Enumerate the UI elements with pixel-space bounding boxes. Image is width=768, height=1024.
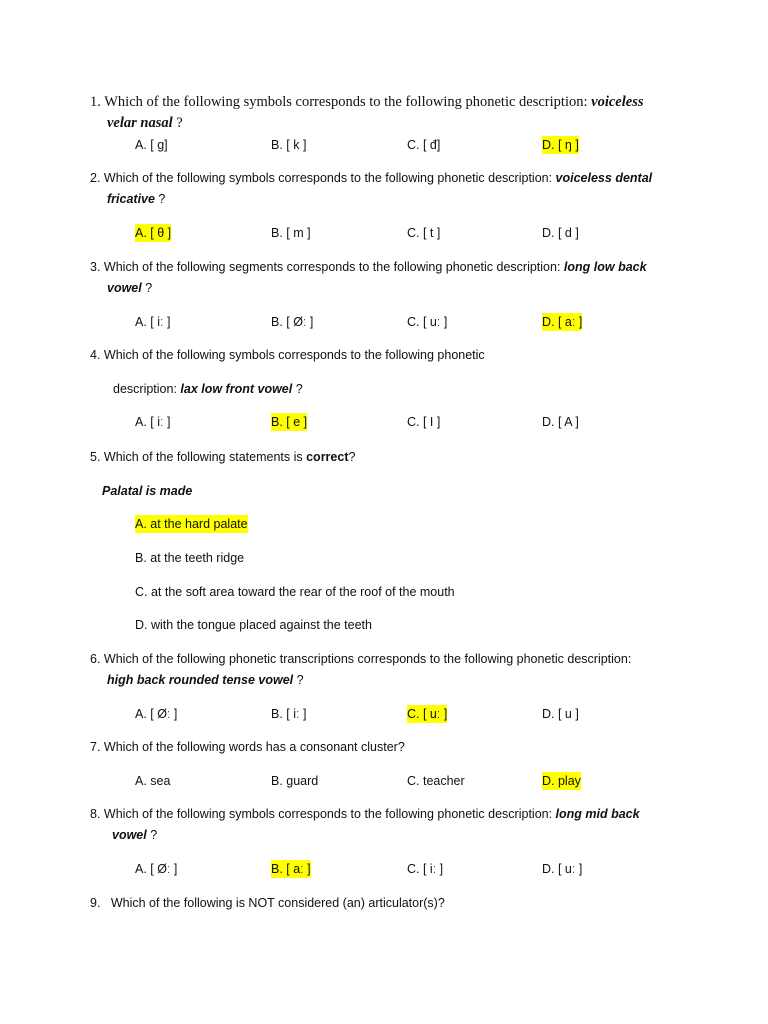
option-d[interactable]: D. [ u ]	[542, 707, 579, 721]
option-a[interactable]: A. sea	[135, 774, 171, 788]
question-keyword: high back rounded tense vowel	[107, 673, 294, 687]
question-5-stem: Palatal is made	[102, 484, 193, 498]
question-suffix: ?	[146, 828, 158, 842]
question-keyword: velar nasal	[107, 115, 173, 131]
question-text: Which of the following symbols corresponds to the following phonetic	[103, 348, 485, 362]
options-row-3	[135, 313, 695, 333]
options-row-7	[135, 772, 695, 792]
option-a[interactable]: A. [ Øː ]	[135, 862, 178, 876]
option-c[interactable]: C. [ đ]	[407, 138, 441, 152]
question-keyword: long mid back	[555, 807, 640, 821]
question-4-line-2	[113, 380, 303, 398]
question-suffix: ?	[154, 192, 166, 206]
option-c[interactable]: C. [ t ]	[407, 226, 441, 240]
option-c[interactable]: C. teacher	[407, 774, 465, 788]
question-text: Which of the following words has a consonant cluster?	[103, 740, 405, 754]
question-text: Which of the following statements is	[103, 450, 307, 464]
question-keyword: vowel	[107, 281, 142, 295]
option-b-answer[interactable]: B. [ aː ]	[271, 862, 311, 876]
option-b[interactable]: B. [ m ]	[271, 226, 311, 240]
question-7	[90, 738, 405, 756]
option-c[interactable]: C. [ uː ]	[407, 315, 448, 329]
options-row-6	[135, 705, 695, 725]
question-number: 6.	[90, 652, 101, 666]
option-a-answer[interactable]: A. [ θ ]	[135, 226, 172, 240]
question-keyword: fricative	[107, 192, 155, 206]
question-2	[90, 168, 678, 210]
question-suffix: ?	[293, 673, 304, 687]
question-number: 7.	[90, 740, 101, 754]
question-suffix: ?	[172, 115, 183, 131]
question-keyword: voiceless dental	[555, 171, 653, 185]
option-b[interactable]: B. guard	[271, 774, 319, 788]
question-suffix: ?	[292, 382, 303, 396]
option-b[interactable]: B. [ k ]	[271, 138, 307, 152]
option-b-answer[interactable]: B. [ e ]	[271, 415, 308, 429]
option-c[interactable]: C. [ I ]	[407, 415, 441, 429]
options-row-1	[135, 136, 695, 156]
option-d-answer[interactable]: D. play	[542, 774, 581, 788]
option-c[interactable]: C. [ iː ]	[407, 862, 444, 876]
question-number: 2.	[90, 171, 101, 185]
question-keyword: lax low front vowel	[180, 382, 293, 396]
question-number: 8.	[90, 807, 101, 821]
question-suffix: ?	[348, 450, 356, 464]
question-suffix: ?	[141, 281, 153, 295]
question-keyword: vowel	[112, 828, 147, 842]
question-5	[90, 448, 355, 466]
question-8	[90, 804, 678, 846]
option-d-answer[interactable]: D. [ aː ]	[542, 315, 583, 329]
option-a[interactable]: A. [ iː ]	[135, 415, 171, 429]
question-number: 1.	[90, 94, 101, 110]
option-a[interactable]: A. [ Øː ]	[135, 707, 178, 721]
option-c-answer[interactable]: C. [ uː ]	[407, 707, 448, 721]
question-4	[90, 346, 485, 364]
option-d[interactable]: D. [ d ]	[542, 226, 579, 240]
question-keyword: long low back	[563, 260, 647, 274]
question-text: Which of the following symbols corresponds to the following phonetic description:	[103, 171, 556, 185]
options-row-4	[135, 413, 695, 433]
question-text: Which of the following is NOT considered (an) articulator(s)?	[110, 896, 445, 910]
question-number: 4.	[90, 348, 101, 362]
question-number: 3.	[90, 260, 101, 274]
option-a[interactable]: A. [ g]	[135, 138, 168, 152]
option-d[interactable]: D. [ A ]	[542, 415, 579, 429]
question-keyword: voiceless	[591, 94, 644, 110]
option-a[interactable]: A. [ iː ]	[135, 315, 171, 329]
option-d[interactable]: D. [ uː ]	[542, 862, 583, 876]
question-6	[90, 649, 678, 691]
question-number: 5.	[90, 450, 101, 464]
question-text: Which of the following segments corresponds to the following phonetic description:	[103, 260, 564, 274]
question-3	[90, 257, 678, 299]
question-number: 9.	[90, 896, 101, 910]
options-row-8	[135, 860, 695, 880]
options-row-2	[135, 224, 695, 244]
option-b[interactable]: B. at the teeth ridge	[135, 551, 245, 565]
option-b[interactable]: B. [ iː ]	[271, 707, 307, 721]
option-d-answer[interactable]: D. [ ŋ ]	[542, 138, 579, 152]
question-text: Which of the following phonetic transcriptions corresponds to the following phonetic description:	[103, 652, 632, 666]
question-1	[90, 92, 678, 134]
option-c[interactable]: C. at the soft area toward the rear of the roof of the mouth	[135, 585, 455, 599]
option-b[interactable]: B. [ Øː ]	[271, 315, 314, 329]
question-text: Which of the following symbols corresponds to the following phonetic description:	[103, 807, 556, 821]
question-emphasis: correct	[306, 450, 349, 464]
question-text: Which of the following symbols corresponds to the following phonetic description:	[104, 94, 592, 110]
question-9	[90, 894, 445, 912]
option-a-answer[interactable]: A. at the hard palate	[135, 517, 248, 531]
question-text: description:	[113, 382, 181, 396]
option-d[interactable]: D. with the tongue placed against the teeth	[135, 618, 372, 632]
